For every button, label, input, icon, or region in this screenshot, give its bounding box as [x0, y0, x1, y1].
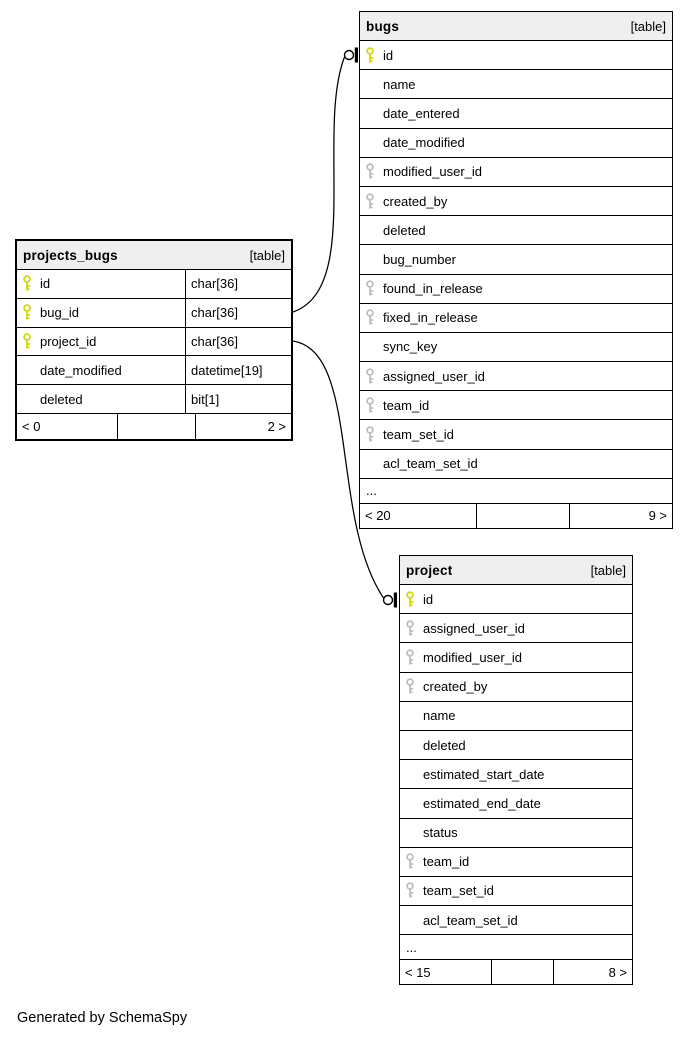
column-name: name	[383, 76, 416, 92]
table-bugs[interactable]	[359, 11, 673, 529]
table-project[interactable]	[399, 555, 633, 985]
column-name: found_in_release	[383, 281, 483, 297]
column-name: deleted	[383, 222, 426, 238]
column-row-modified_user_id	[360, 157, 672, 186]
foreign-key-icon	[365, 309, 378, 326]
column-row-assigned_user_id	[400, 613, 632, 642]
one-bar-icon	[394, 593, 397, 608]
column-name: date_modified	[383, 135, 465, 151]
column-name: estimated_end_date	[423, 795, 541, 811]
column-row-fixed_in_release	[360, 303, 672, 332]
table-type-badge: [table]	[590, 562, 626, 578]
column-name: fixed_in_release	[383, 310, 478, 326]
table-header[interactable]	[360, 12, 672, 40]
column-name: team_set_id	[423, 883, 494, 899]
column-type: char[36]	[185, 328, 238, 356]
footer-middle-cell	[476, 504, 569, 528]
foreign-key-icon	[365, 280, 378, 297]
column-row-deleted	[17, 384, 291, 413]
column-row-id	[360, 40, 672, 69]
zero-or-one-circle-icon	[384, 596, 393, 605]
primary-key-icon	[22, 304, 35, 321]
column-type: bit[1]	[185, 385, 219, 413]
column-row-acl_team_set_id	[400, 905, 632, 934]
column-row-deleted	[360, 215, 672, 244]
primary-key-icon	[22, 275, 35, 292]
column-row-date_modified	[360, 128, 672, 157]
column-row-team_set_id	[360, 419, 672, 448]
column-row-estimated_start_date	[400, 759, 632, 788]
zero-or-one-circle-icon	[345, 51, 354, 60]
foreign-key-icon	[365, 426, 378, 443]
column-name: assigned_user_id	[383, 368, 485, 384]
column-type: char[36]	[185, 270, 238, 298]
column-name: bug_id	[40, 305, 80, 321]
footer-parents-count: 2 >	[195, 414, 291, 439]
footer-middle-cell	[491, 960, 553, 984]
relation-line-bug-id-to-bugs	[293, 57, 345, 312]
column-name: acl_team_set_id	[383, 456, 478, 472]
foreign-key-icon	[365, 368, 378, 385]
column-row-estimated_end_date	[400, 788, 632, 817]
footer-children-count: < 20	[365, 508, 391, 524]
table-projects_bugs[interactable]	[15, 239, 293, 441]
column-name: name	[423, 708, 456, 724]
column-name: team_set_id	[383, 427, 454, 443]
primary-key-icon	[22, 333, 35, 350]
column-name: team_id	[423, 854, 470, 870]
column-name: id	[40, 276, 51, 292]
column-row-bug_number	[360, 244, 672, 273]
column-name: sync_key	[383, 339, 438, 355]
table-header[interactable]	[400, 556, 632, 584]
column-name: project_id	[40, 333, 97, 349]
column-row-modified_user_id	[400, 642, 632, 671]
column-row-found_in_release	[360, 274, 672, 303]
foreign-key-icon	[405, 853, 418, 870]
table-footer	[360, 503, 672, 528]
table-title: projects_bugs	[23, 247, 118, 263]
column-row-assigned_user_id	[360, 361, 672, 390]
column-type: datetime[19]	[185, 356, 263, 384]
column-row-created_by	[400, 672, 632, 701]
column-name: created_by	[383, 193, 448, 209]
footer-parents-count: 8 >	[553, 960, 632, 984]
column-name: modified_user_id	[423, 649, 523, 665]
column-name: created_by	[423, 679, 488, 695]
column-name: acl_team_set_id	[423, 912, 518, 928]
column-row-created_by	[360, 186, 672, 215]
column-row-id	[17, 269, 291, 298]
column-name: status	[423, 825, 458, 841]
footer-children-count: < 0	[22, 418, 41, 434]
table-type-badge: [table]	[630, 18, 666, 34]
table-footer	[400, 959, 632, 984]
more-columns-ellipsis: ...	[360, 478, 672, 503]
table-title: bugs	[366, 18, 400, 34]
column-name: estimated_start_date	[423, 766, 545, 782]
foreign-key-icon	[365, 193, 378, 210]
column-row-date_modified	[17, 355, 291, 384]
foreign-key-icon	[365, 397, 378, 414]
foreign-key-icon	[405, 882, 418, 899]
column-name: id	[423, 591, 434, 607]
column-name: id	[383, 47, 394, 63]
column-name: date_entered	[383, 105, 460, 121]
more-columns-ellipsis: ...	[400, 934, 632, 959]
foreign-key-icon	[405, 620, 418, 637]
table-header[interactable]	[17, 241, 291, 269]
footer-middle-cell	[117, 414, 195, 439]
column-row-acl_team_set_id	[360, 449, 672, 478]
foreign-key-icon	[365, 163, 378, 180]
column-name: bug_number	[383, 251, 456, 267]
column-name: date_modified	[40, 362, 122, 378]
column-row-date_entered	[360, 98, 672, 127]
column-row-team_id	[400, 847, 632, 876]
column-type: char[36]	[185, 299, 238, 327]
column-name: modified_user_id	[383, 164, 483, 180]
column-row-sync_key	[360, 332, 672, 361]
one-bar-icon	[355, 48, 358, 63]
primary-key-icon	[405, 591, 418, 608]
column-row-bug_id	[17, 298, 291, 327]
table-title: project	[406, 562, 453, 578]
column-name: deleted	[423, 737, 466, 753]
column-name: deleted	[40, 391, 83, 407]
column-row-team_id	[360, 390, 672, 419]
column-row-name	[400, 701, 632, 730]
table-footer	[17, 413, 291, 439]
column-row-project_id	[17, 327, 291, 356]
footer-children-count: < 15	[405, 964, 431, 980]
column-row-id	[400, 584, 632, 613]
generator-note: Generated by SchemaSpy	[17, 1010, 188, 1026]
foreign-key-icon	[405, 678, 418, 695]
column-row-status	[400, 818, 632, 847]
primary-key-icon	[365, 47, 378, 64]
foreign-key-icon	[405, 649, 418, 666]
table-type-badge: [table]	[249, 247, 285, 263]
column-name: assigned_user_id	[423, 620, 525, 636]
column-row-name	[360, 69, 672, 98]
column-name: team_id	[383, 397, 430, 413]
column-row-team_set_id	[400, 876, 632, 905]
column-row-deleted	[400, 730, 632, 759]
footer-parents-count: 9 >	[569, 504, 672, 528]
